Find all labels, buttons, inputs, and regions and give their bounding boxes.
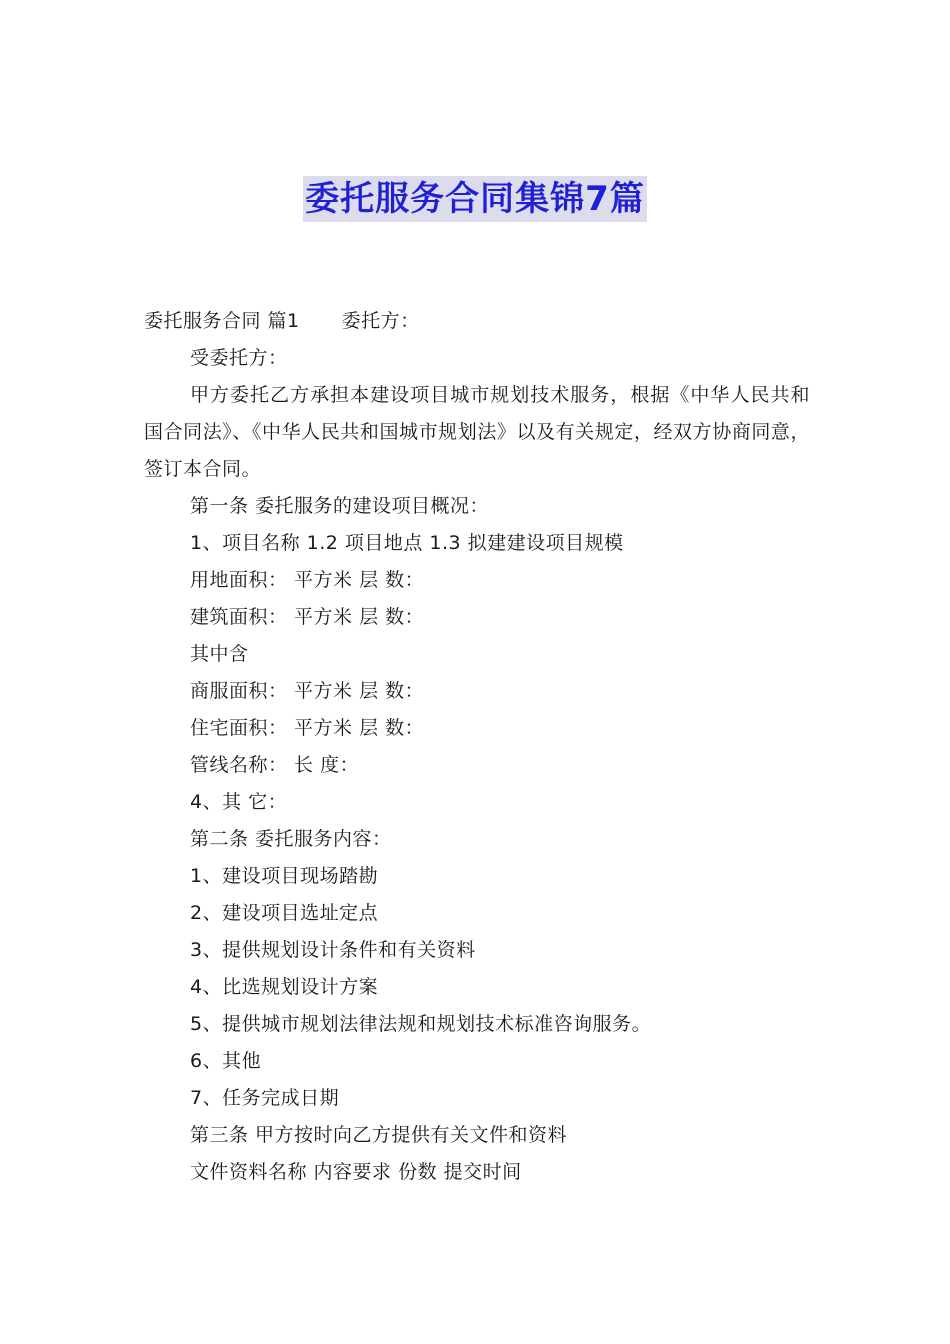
paragraph: 第三条 甲方按时向乙方提供有关文件和资料: [190, 1124, 568, 1146]
paragraph: 文件资料名称 内容要求 份数 提交时间: [190, 1161, 522, 1183]
paragraph: 甲方委托乙方承担本建设项目城市规划技术服务，根据《中华人民共和国合同法》、《中华人民共和国城市规划法》以及有关规定，经双方协商同意，签订本合同。: [144, 384, 810, 480]
document-body: [144, 303, 810, 1191]
paragraph: 5、提供城市规划法律法规和规划技术标准咨询服务。: [190, 1013, 652, 1035]
paragraph: 1、建设项目现场踏勘: [190, 865, 379, 887]
paragraph: 第一条 委托服务的建设项目概况：: [190, 495, 490, 517]
paragraph: 2、建设项目选址定点: [190, 902, 379, 924]
paragraph: 商服面积： 平方米 层 数：: [190, 680, 425, 702]
paragraph: 用地面积： 平方米 层 数：: [190, 569, 425, 591]
paragraph: 4、比选规划设计方案: [190, 976, 379, 998]
title-container: [0, 176, 950, 222]
contract-heading: 委托服务合同 篇1: [144, 310, 300, 332]
paragraph: 4、其 它：: [190, 791, 288, 813]
paragraph: 其中含: [190, 643, 249, 665]
paragraph: 管线名称： 长 度：: [190, 754, 360, 776]
paragraph: 1、项目名称 1.2 项目地点 1.3 拟建建设项目规模: [190, 532, 624, 554]
paragraph: 住宅面积： 平方米 层 数：: [190, 717, 425, 739]
paragraph: 3、提供规划设计条件和有关资料: [190, 939, 476, 961]
paragraph: 受委托方：: [190, 347, 288, 369]
paragraph: 建筑面积： 平方米 层 数：: [190, 606, 425, 628]
contract-heading-line: [144, 303, 810, 340]
paragraph: 6、其他: [190, 1050, 262, 1072]
paragraph: 第二条 委托服务内容：: [190, 828, 392, 850]
document-title: 委托服务合同集锦7篇: [303, 176, 647, 222]
paragraph: 7、任务完成日期: [190, 1087, 340, 1109]
client-label: 委托方：: [341, 310, 420, 332]
